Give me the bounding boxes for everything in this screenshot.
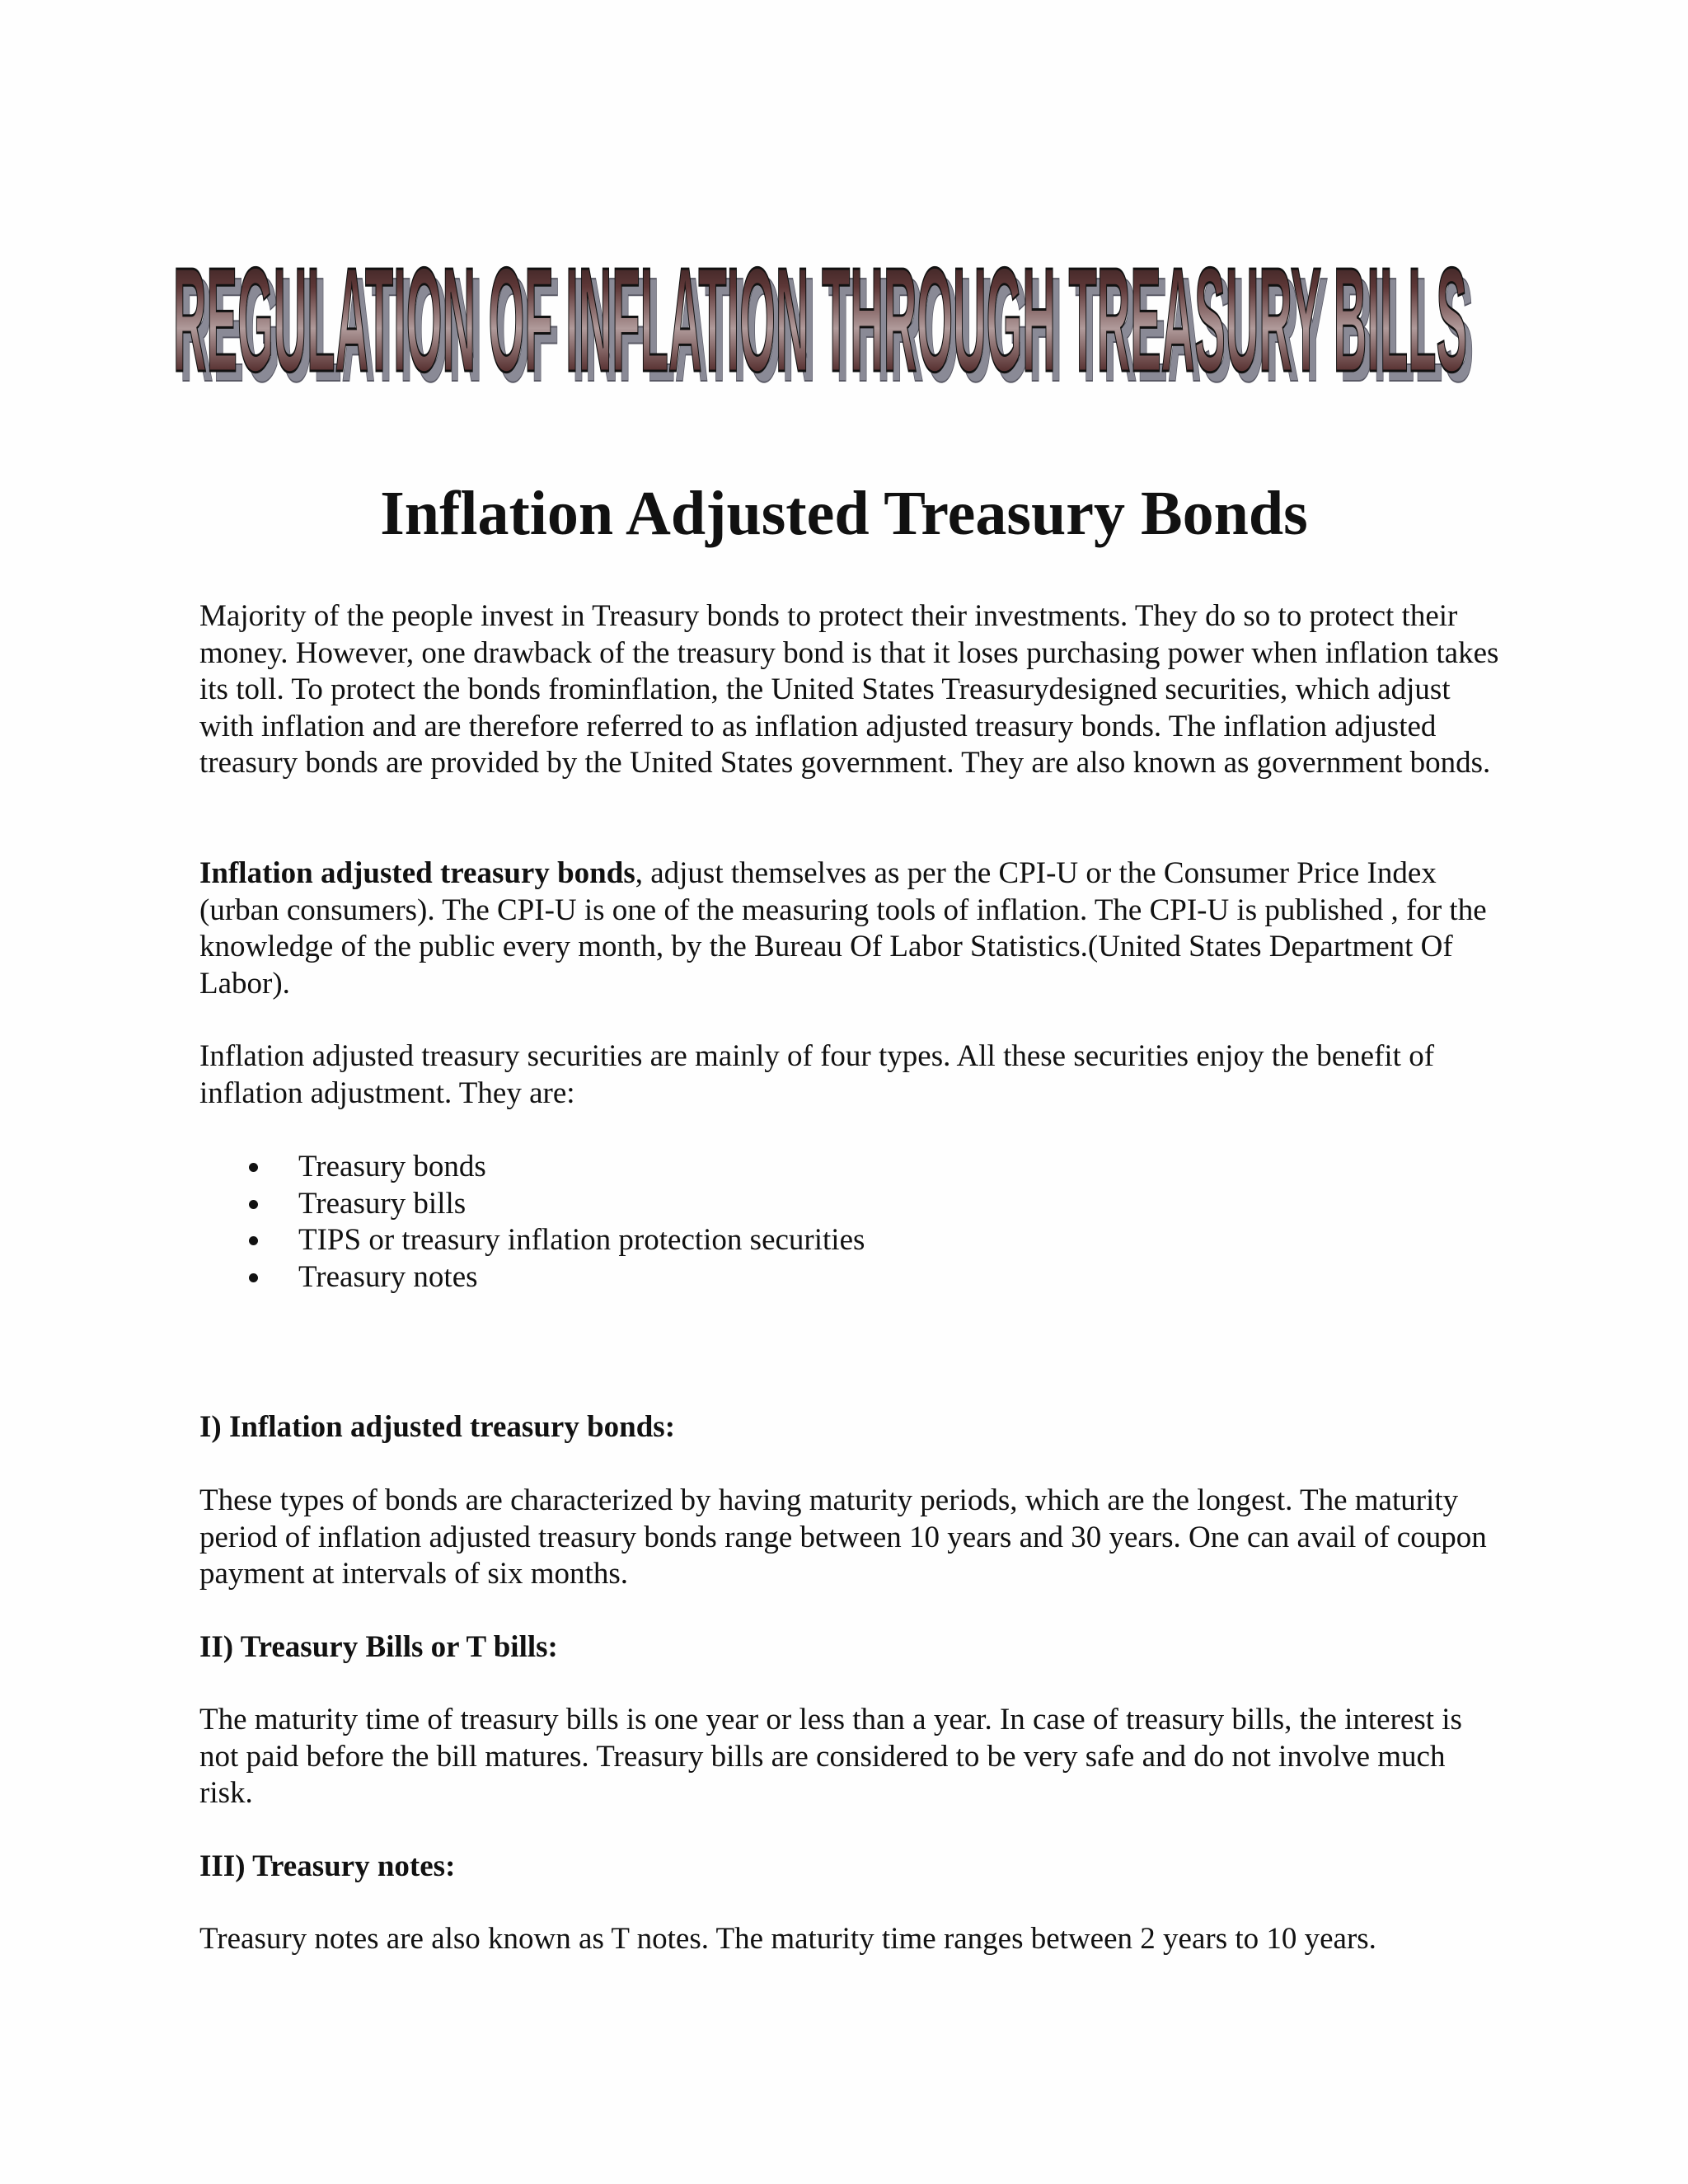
- section-text-bonds: These types of bonds are characterized by having maturity periods, which are the longest. The maturity period of inflation adjusted treasury bonds range between 10 years and 30 years. One can avail of coupon payment at intervals of six months.: [199, 1483, 1487, 1591]
- cpi-paragraph: [199, 855, 1502, 1002]
- security-types-list: [199, 1149, 1436, 1296]
- wordart-banner-graphic: [165, 173, 1475, 404]
- wordart-banner-text: REGULATION OF INFLATION THROUGH TREASURY BILLS: [173, 237, 1467, 403]
- list-item: [199, 1222, 1436, 1259]
- list-item-label: Treasury notes: [298, 1259, 478, 1294]
- bullet-icon: [249, 1273, 258, 1282]
- section-heading-notes: III) Treasury notes:: [199, 1849, 456, 1883]
- bullet-icon: [249, 1200, 258, 1209]
- section-heading-bonds: I) Inflation adjusted treasury bonds:: [199, 1410, 676, 1444]
- list-item-label: Treasury bills: [298, 1186, 467, 1221]
- intro-paragraph: Majority of the people invest in Treasury bonds to protect their investments. They do so to protect their money. However, one drawback of the treasury bond is that it loses purchasing power when inflation takes its toll. To protect the bonds frominflation, the United States Treasurydesigned securities, which adjust with inflation and are therefore referred to as inflation adjusted treasury bonds. The inflation adjusted treasury bonds are provided by the United States government. They are also known as government bonds.: [199, 599, 1499, 780]
- types-intro-paragraph: Inflation adjusted treasury securities are mainly of four types. All these securities enjoy the benefit of inflation adjustment. They are:: [199, 1039, 1435, 1110]
- list-item: [199, 1186, 1436, 1223]
- list-item: [199, 1149, 1436, 1186]
- list-item-label: Treasury bonds: [298, 1150, 486, 1183]
- bullet-icon: [249, 1236, 258, 1245]
- cpi-paragraph-rest: , adjust themselves as per the CPI-U or the Consumer Price Index (urban consumers). The CPI-U is one of the measuring tools of inflation. The CPI-U is published , for the knowledge of the public every month, by the Bureau Of Labor Statistics.(United States Department Of Labor).: [199, 856, 1487, 1001]
- document-title: Inflation Adjusted Treasury Bonds: [380, 479, 1308, 548]
- cpi-paragraph-lead: Inflation adjusted treasury bonds: [199, 856, 635, 890]
- section-text-notes: Treasury notes are also known as T notes. The maturity time ranges between 2 years to 10 years.: [199, 1922, 1376, 1956]
- wordart-banner: [165, 173, 1475, 404]
- list-item: [199, 1259, 1436, 1296]
- bullet-icon: [249, 1163, 258, 1172]
- list-item-label: TIPS or treasury inflation protection securities: [298, 1223, 865, 1257]
- section-text-bills: The maturity time of treasury bills is one year or less than a year. In case of treasury bills, the interest is not paid before the bill matures. Treasury bills are considered to be very safe and do not involve much risk.: [199, 1703, 1462, 1810]
- section-heading-bills: II) Treasury Bills or T bills:: [199, 1630, 558, 1664]
- wordart-banner-shadow: REGULATION OF INFLATION THROUGH TREASURY BILLS: [180, 247, 1474, 404]
